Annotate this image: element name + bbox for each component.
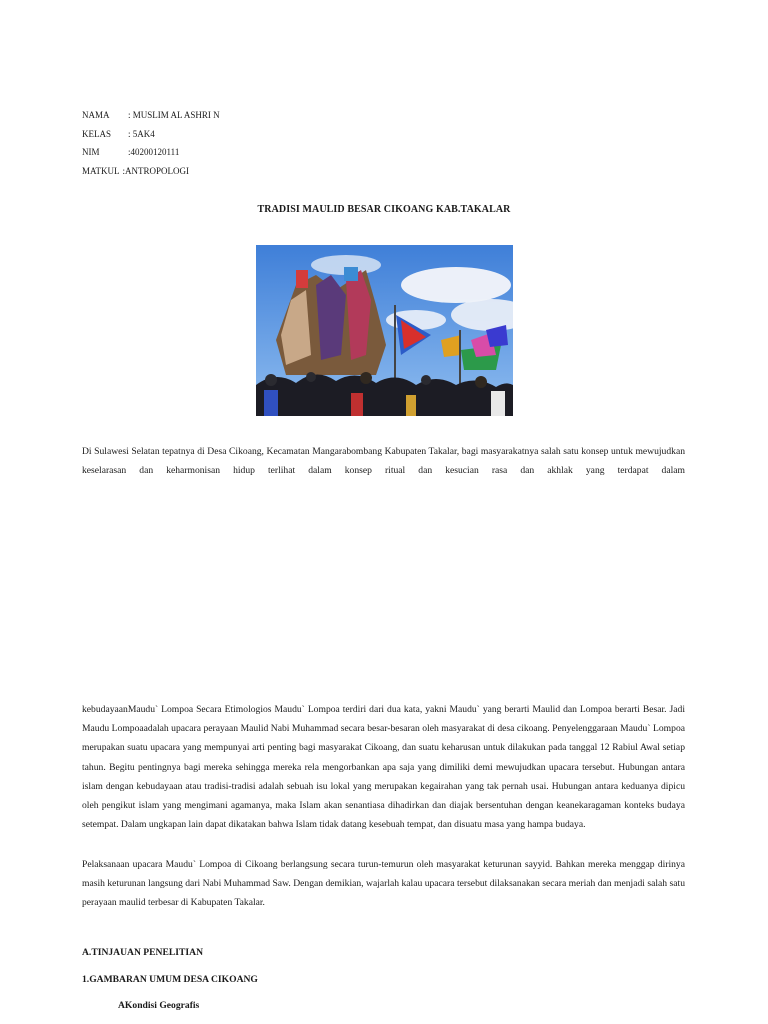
nim-label: NIM (82, 147, 100, 157)
info-nim (82, 147, 180, 158)
info-nama (82, 110, 220, 121)
paragraph-intro: Di Sulawesi Selatan tepatnya di Desa Cikoang, Kecamatan Mangarabombang Kabupaten Takalar, bagi masyarakatnya salah satu konsep untuk mewujudkan keselarasan dan keharmonisan hidup terlihat dalam konsep ritual dan kesucian rasa dan akhlak yang terdapat dalam (82, 446, 685, 477)
document-title: TRADISI MAULID BESAR CIKOANG KAB.TAKALAR (257, 204, 511, 215)
festival-photo (256, 245, 513, 416)
heading-gambaran-umum: 1.GAMBARAN UMUM DESA CIKOANG (82, 974, 258, 985)
nim-value: :40200120111 (128, 147, 180, 157)
nama-value: : MUSLIM AL ASHRI N (128, 110, 220, 120)
nama-label: NAMA (82, 110, 110, 120)
matkul-label: MATKUL (82, 166, 120, 176)
festival-photo-illustration (256, 245, 513, 416)
info-matkul (82, 166, 189, 177)
paragraph-pelaksanaan: Pelaksanaan upacara Maudu` Lompoa di Cikoang berlangsung secara turun-temurun oleh masyarakat keturunan sayyid. Bahkan mereka menggap dirinya masih keturunan langsung dari Nabi Muhammad Saw. Dengan demikian, wajarlah kalau upacara tersebut dilaksanakan secara meriah dan menjadi salah satu perayaan maulid terbesar di Kabupaten Takalar. (82, 859, 685, 909)
info-kelas (82, 129, 155, 140)
heading-kondisi-geografis: AKondisi Geografis (118, 1000, 200, 1011)
kelas-label: KELAS (82, 129, 111, 139)
kelas-value: : 5AK4 (128, 129, 155, 139)
matkul-value: :ANTROPOLOGI (122, 166, 189, 176)
paragraph-maudu-lompoa: kebudayaanMaudu` Lompoa Secara Etimologios Maudu` Lompoa terdiri dari dua kata, yakni Maudu` yang berarti Maulid dan Lompoa berarti Besar. Jadi Maudu Lompoaadalah upacara perayaan Maulid Nabi Muhammad secara besar-besaran oleh masyarakat di desa cikoang. Penyelenggaraan Maudu` Lompoa merupakan suatu upacara yang mempunyai arti penting bagi masyarakat Cikoang, dan suatu keharusan untuk dilakukan pada tanggal 12 Rabiul Awal setiap tahun. Begitu pentingnya bagi mereka sehingga mereka rela mengorbankan apa saja yang dimiliki demi mewujudkan upacara tersebut. Hubungan antara islam dengan kebudayaan atau tradisi-tradisi adalah sebuah isu lokal yang merupakan kegairahan yang tak pernah usai. Hubungan antara keduanya dipicu oleh pengikut islam yang mengimani agamanya, maka Islam akan senantiasa dihadirkan dan diajak bersentuhan dengan keanekaragaman konteks budaya setempat. Dalam ungkapan lain dapat dikatakan bahwa Islam tidak datang kesebuah tempat, dan disuatu masa yang hampa budaya. (82, 704, 685, 831)
heading-tinjauan-penelitian: A.TINJAUAN PENELITIAN (82, 947, 204, 958)
